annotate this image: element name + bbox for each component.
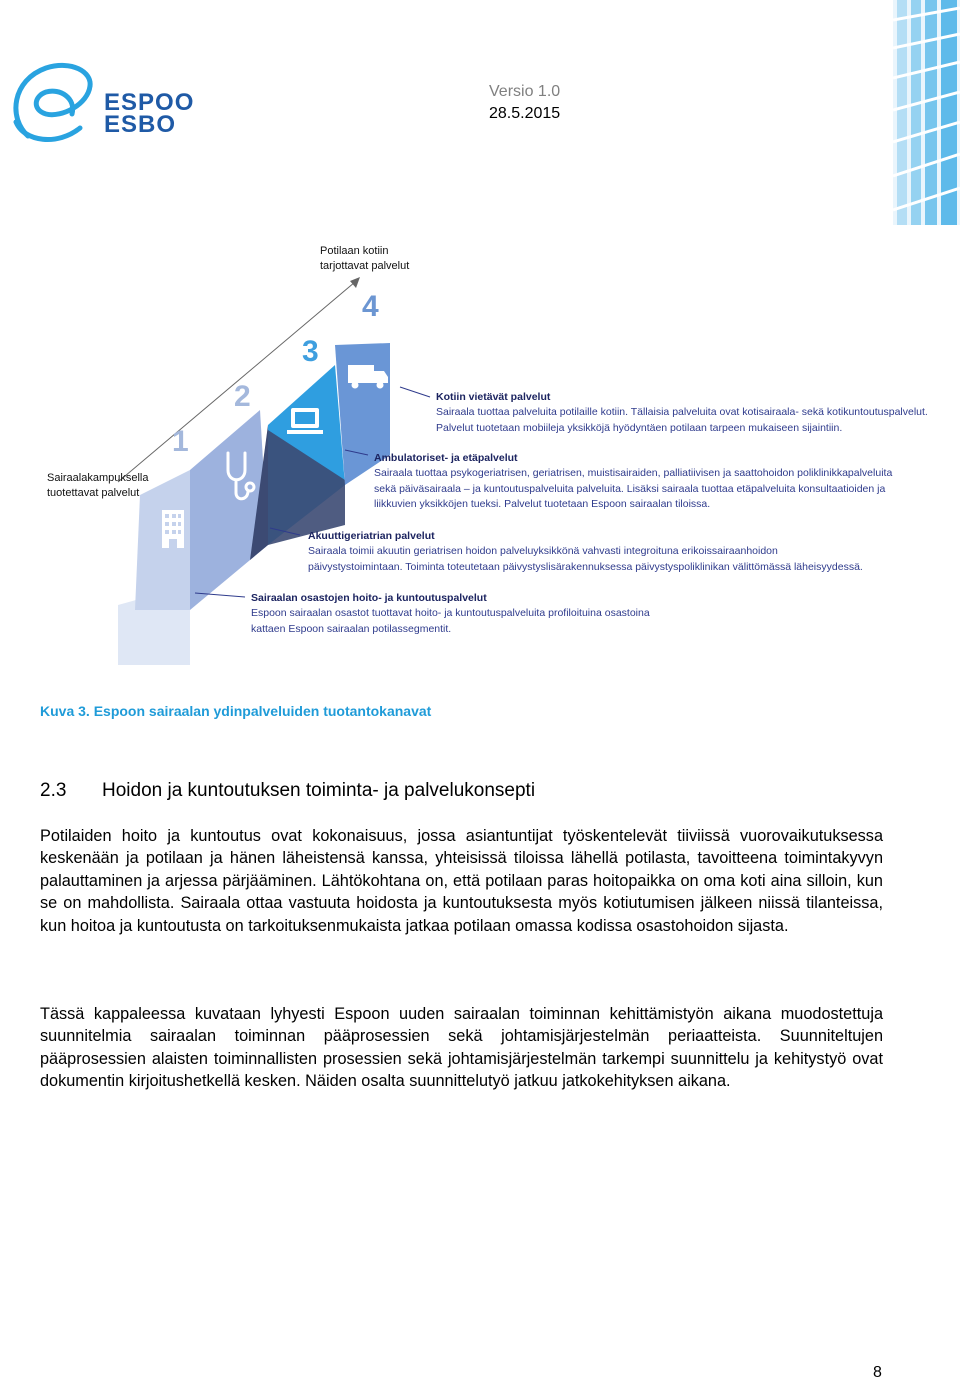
version-label: Versio 1.0 [489,83,561,100]
figure-caption: Kuva 3. Espoon sairaalan ydinpalveluiden tuotantokanavat [40,703,432,719]
building-icon [162,510,184,548]
left-label: Sairaalakampuksella tuotettavat palvelut [47,472,149,499]
laptop-icon [287,408,323,434]
description-home-services: Kotiin vietävät palvelut Sairaala tuottaa palveluita potilaille kotiin. Tällaisia palveluita ovat kotisairaala- sekä kotikuntoutuspalvelut. Palvelut tuotetaan mobiileja yksikköjä hyödyntäen potilaan tarpeen mukaiseen sijaintiin. [436,391,928,434]
paragraph-2: Tässä kappaleessa kuvataan lyhyesti Espoon uuden sairaalan toiminnan kehittämistyön aikana muodostettuja suunnitelmia sairaalan toiminnan pääprosessien sekä johtamisjärjestelmän periaatteista. Suunniteltujen pääprosessien alaisten toiminnallisten prosessien sekä johtamisjärjestelmän tarkempi suunnittelu ja kehitystyö ovat dokumentin kirjoitushetkellä kesken. Näiden osalta suunnittelutyö jatkuu jatkokehityksen aikana. [40,1005,883,1091]
growth-arrow-head [350,277,360,288]
description-acute-geriatrics: Akuuttigeriatrian palvelut Sairaala toimii akuutin geriatrisen hoidon palveluyksikkönä vahvasti integroituna erikoissairaanhoidon päivystystoimintaan. Toiminta toteutetaan päivystyslisärakennuksessa päivystyspoliklinikan välittömässä läheisyydessä. [308,530,863,573]
top-label: Potilaan kotiin tarjottavat palvelut [320,245,410,272]
section-number: 2.3 [40,780,67,801]
paragraph-1: Potilaiden hoito ja kuntoutus ovat kokonaisuus, jossa asiantuntijat työskentelevät tiiviissä vuorovaikutuksessa keskenään ja potilaan ja hänen läheistensä kanssa, yhteisissä tiloissa lähellä potilasta, tavoitteena toimintakyvyn palauttaminen ja arjessa pärjääminen. Lähtökohtana on, että potilaan paras hoitopaikka on oma koti aina silloin, kun se on mahdollista. Sairaala ottaa vastuuta hoidosta ja kuntoutuksesta myös kotiutumisen jälkeen niissä tilanteissa, kun hoitoa ja kuntoutusta on tarkoituksenmukaista jatkaa potilaan omassa kodissa osastohoidon sijasta. [40,827,883,935]
service-channels-figure [0,225,960,695]
document-date: 28.5.2015 [489,105,561,122]
step-number-4: 4 [362,290,379,323]
section-title: Hoidon ja kuntoutuksen toiminta- ja palvelukonsepti [102,780,536,801]
step-number-1: 1 [172,425,189,458]
description-ward-services: Sairaalan osastojen hoito- ja kuntoutuspalvelut Espoon sairaalan osastot tuottavat hoito- ja kuntoutuspalveluita profiloituina osastoina kattaen Espoon sairaalan potilassegmentit. [251,592,650,635]
description-ambulatory-services: Ambulatoriset- ja etäpalvelut Sairaala tuottaa psykogeriatrisen, geriatrisen, muistisairaiden, palliatiivisen ja saattohoidon poliklinikkapalveluita sekä päiväsairaala – ja kuntoutuspalveluita palveluita. Lisäksi sairaala tuottaa etäpalveluita konsultaatioiden ja liikkuvien yksikköjen tueksi. Palvelut tuotetaan Espoon sairaalan tiloissa. [374,452,893,510]
step-number-2: 2 [234,380,251,413]
page-number: 8 [873,1364,882,1381]
logo-wordmark: ESPOO ESBO [104,89,195,138]
decorative-corner-graphic [893,0,960,225]
section-heading [40,780,535,802]
step-2-shape [190,410,268,610]
step-number-3: 3 [302,335,319,368]
